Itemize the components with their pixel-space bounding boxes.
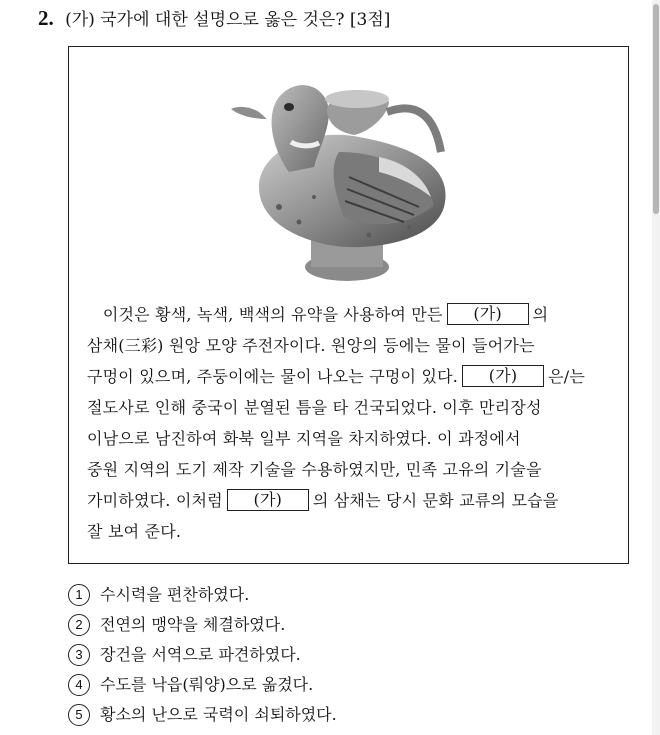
- scrollbar-track[interactable]: [652, 0, 660, 735]
- passage-line-3: 구멍이 있으며, 주둥이에는 물이 나오는 구멍이 있다. (가) 은/는: [87, 366, 585, 386]
- choice-text: 황소의 난으로 국력이 쇠퇴하였다.: [100, 705, 337, 724]
- question-header: [38, 6, 390, 30]
- blank-box: (가): [227, 489, 309, 511]
- choice-2[interactable]: [68, 610, 337, 640]
- choice-1[interactable]: [68, 580, 337, 610]
- question-number: 2.: [38, 6, 54, 30]
- choice-marker: 3: [68, 644, 90, 666]
- choice-marker: 4: [68, 674, 90, 696]
- passage-text: [87, 299, 613, 547]
- passage-box: [68, 46, 629, 564]
- passage-line-7: 가미하였다. 이처럼 (가) 의 삼채는 당시 문화 교류의 모습을: [87, 490, 559, 510]
- choice-5[interactable]: [68, 700, 337, 730]
- choice-marker: 1: [68, 584, 90, 606]
- choice-text: 수시력을 편찬하였다.: [100, 585, 250, 604]
- passage-line-4: 절도사로 인해 중국이 분열된 틈을 타 건국되었다. 이후 만리장성: [87, 398, 542, 417]
- choice-text: 전연의 맹약을 체결하였다.: [100, 615, 286, 634]
- passage-line-1: 이것은 황색, 녹색, 백색의 유약을 사용하여 만든 (가) 의: [102, 304, 549, 324]
- passage-line-6: 중원 지역의 도기 제작 기술을 수용하였지만, 민족 고유의 기술을: [87, 460, 542, 479]
- answer-choices: [68, 580, 337, 730]
- choice-text: 장건을 서역으로 파견하였다.: [100, 645, 301, 664]
- question-prompt: (가) 국가에 대한 설명으로 옳은 것은? [3점]: [65, 10, 391, 30]
- passage-line-5: 이남으로 남진하여 화북 일부 지역을 차지하였다. 이 과정에서: [87, 429, 521, 448]
- choice-marker: 2: [68, 614, 90, 636]
- blank-box: (가): [447, 303, 529, 325]
- passage-line-8: 잘 보여 준다.: [87, 522, 182, 541]
- choice-marker: 5: [68, 704, 90, 726]
- artifact-image: [219, 57, 469, 297]
- choice-text: 수도를 낙읍(뤄양)으로 옮겼다.: [100, 675, 314, 694]
- choice-3[interactable]: [68, 640, 337, 670]
- blank-box: (가): [462, 365, 544, 387]
- passage-line-2: 삼채(三彩) 원앙 모양 주전자이다. 원앙의 등에는 물이 들어가는: [87, 336, 535, 355]
- scrollbar-thumb[interactable]: [653, 4, 659, 214]
- choice-4[interactable]: [68, 670, 337, 700]
